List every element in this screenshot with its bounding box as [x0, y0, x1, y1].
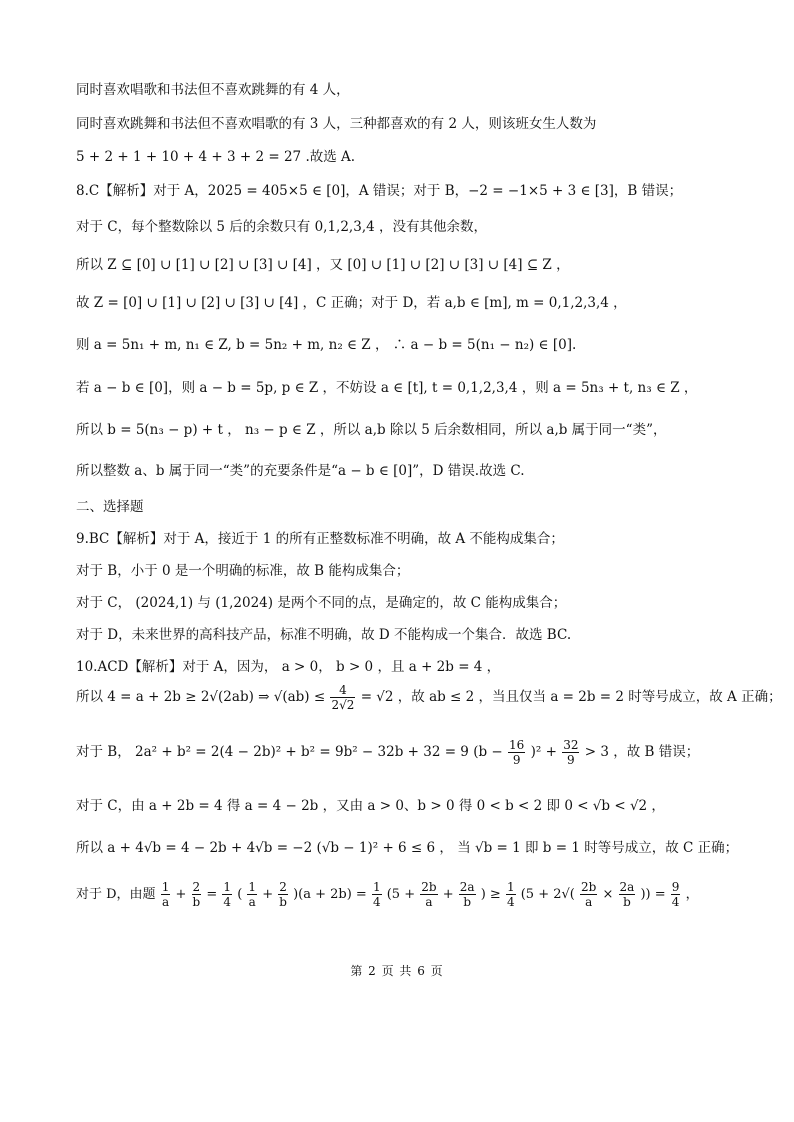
fraction: [580, 880, 597, 909]
numerator: 2a: [619, 880, 635, 894]
fraction: [247, 880, 257, 909]
numerator: 1: [223, 880, 232, 894]
numerator: 2b: [421, 880, 437, 894]
math-text: (b −: [473, 744, 503, 760]
fraction: [278, 880, 288, 909]
denominator: a: [161, 895, 170, 909]
numerator: 1: [506, 880, 515, 894]
math-line: 所以 a + 4√b = 4 − 2b + 4√b = −2 (√b − 1)² + 6 ≤ 6 ， 当 √b = 1 即 b = 1 时等号成立，故 C 正确；: [76, 840, 739, 856]
page-footer: 第 2 页 共 6 页: [350, 964, 444, 978]
denominator: b: [623, 895, 631, 909]
numerator: 1: [161, 880, 170, 894]
math-text: (: [237, 887, 243, 902]
math-text: +: [442, 887, 454, 902]
denominator: 4: [223, 895, 232, 909]
math-text: 对于 B， 2a² + b² = 2(4 − 2b)² + b² = 9b² − 32b + 32 = 9: [76, 744, 469, 760]
denominator: 4: [671, 895, 680, 909]
numerator: 16: [509, 738, 525, 752]
denominator: b: [463, 895, 471, 909]
math-text: (5 +: [386, 887, 416, 902]
denominator: b: [279, 895, 287, 909]
fraction: [222, 880, 232, 909]
math-text: )² +: [530, 744, 557, 760]
fraction: [161, 880, 171, 909]
denominator: 2√2: [331, 698, 355, 712]
math-text: +: [175, 887, 187, 902]
numerator: 2b: [581, 880, 597, 894]
fraction: [192, 880, 202, 909]
text-line: 若 a − b ∈ [0]，则 a − b = 5p, p ∈ Z ，不妨设 a ∈ [t], t = 0,1,2,3,4 ，则 a = 5n₃ + t, n₃ ∈ Z ，: [76, 380, 698, 396]
denominator: a: [585, 895, 593, 909]
math-text: ) ≥: [480, 887, 501, 902]
math-line: 对于 C，由 a + 2b = 4 得 a = 4 − 2b ，又由 a > 0、b > 0 得 0 < b < 2 即 0 < √b < √2 ，: [76, 798, 665, 814]
fraction: [671, 880, 681, 909]
fraction: [508, 738, 525, 767]
text-line: 所以 b = 5(n₃ − p) + t ， n₃ − p ∈ Z ，所以 a,b 除以 5 后余数相同，所以 a,b 属于同一“类”，: [76, 422, 667, 438]
math-text: (5 + 2√(: [520, 887, 575, 902]
math-text: > 3 ，故 B 错误；: [584, 744, 700, 760]
text-line: 所以整数 a、b 属于同一“类”的充要条件是“a − b ∈ [0]”，D 错误.故选 C.: [76, 463, 525, 479]
math-text: +: [262, 887, 274, 902]
math-text: ，: [685, 887, 699, 902]
text-line: 对于 D，未来世界的高科技产品，标准不明确，故 D 不能构成一个集合．故选 BC.: [76, 627, 572, 643]
text-line: 同时喜欢跳舞和书法但不喜欢唱歌的有 3 人，三种都喜欢的有 2 人，则该班女生人数为: [76, 116, 597, 132]
denominator: 4: [372, 895, 381, 909]
section-heading: 二、选择题: [76, 499, 144, 515]
fraction: [372, 880, 382, 909]
numerator: 4: [330, 683, 355, 698]
denominator: a: [425, 895, 433, 909]
text-line: 故 Z = [0] ∪ [1] ∪ [2] ∪ [3] ∪ [4] ，C 正确；对于 D，若 a,b ∈ [m], m = 0,1,2,3,4 ，: [76, 295, 627, 311]
text-line: 所以 Z ⊆ [0] ∪ [1] ∪ [2] ∪ [3] ∪ [4] ，又 [0] ∪ [1] ∪ [2] ∪ [3] ∪ [4] ⊆ Z ，: [76, 257, 570, 273]
math-text: )(a + 2b) =: [293, 887, 367, 902]
text-line: 8.C【解析】对于 A，2025 = 405×5 ∈ [0]，A 错误；对于 B，−2 = −1×5 + 3 ∈ [3]，B 错误；: [76, 183, 683, 199]
numerator: 2: [192, 880, 201, 894]
math-line: [76, 880, 699, 909]
text-line: 对于 B，小于 0 是一个明确的标准，故 B 能构成集合；: [76, 563, 410, 579]
numerator: 2a: [459, 880, 475, 894]
denominator: a: [248, 895, 256, 909]
math-text: )) =: [640, 887, 666, 902]
fraction: [562, 738, 579, 767]
text-line: 对于 C， (2024,1) 与 (1,2024) 是两个不同的点，是确定的，故 C 能构成集合；: [76, 595, 567, 611]
math-text: =: [206, 887, 218, 902]
denominator: 9: [512, 753, 521, 767]
denominator: b: [192, 895, 201, 909]
math-line: [76, 738, 699, 767]
math-text: 所以 4 = a + 2b ≥ 2√(2ab) ⇒ √(ab) ≤: [76, 689, 326, 705]
math-text: 对于 D，由题: [76, 887, 156, 902]
denominator: 9: [567, 753, 575, 767]
math-line: [76, 683, 782, 712]
denominator: 4: [506, 895, 515, 909]
fraction: [619, 880, 636, 909]
numerator: 9: [671, 880, 680, 894]
numerator: 2: [279, 880, 287, 894]
text-line: 对于 C，每个整数除以 5 后的余数只有 0,1,2,3,4 ，没有其他余数，: [76, 219, 487, 235]
fraction: [459, 880, 476, 909]
text-line: 同时喜欢唱歌和书法但不喜欢跳舞的有 4 人，: [76, 82, 350, 98]
numerator: 1: [372, 880, 381, 894]
numerator: 32: [563, 738, 579, 752]
text-line: 则 a = 5n₁ + m, n₁ ∈ Z, b = 5n₂ + m, n₂ ∈ Z ， ∴ a − b = 5(n₁ − n₂) ∈ [0].: [76, 337, 577, 353]
fraction: [330, 683, 355, 712]
text-line: 9.BC【解析】对于 A，接近于 1 的所有正整数标准不明确，故 A 不能构成集合；: [76, 531, 564, 547]
fraction: [420, 880, 437, 909]
numerator: 1: [248, 880, 257, 894]
math-text: ×: [602, 887, 614, 902]
math-text: = √2 ，故 ab ≤ 2 ，当且仅当 a = 2b = 2 时等号成立，故 A 正确；: [360, 689, 782, 705]
text-line: 10.ACD【解析】对于 A，因为， a > 0， b > 0 ，且 a + 2b = 4 ，: [76, 659, 501, 675]
text-line: 5 + 2 + 1 + 10 + 4 + 3 + 2 = 27 .故选 A.: [76, 149, 356, 165]
fraction: [506, 880, 516, 909]
